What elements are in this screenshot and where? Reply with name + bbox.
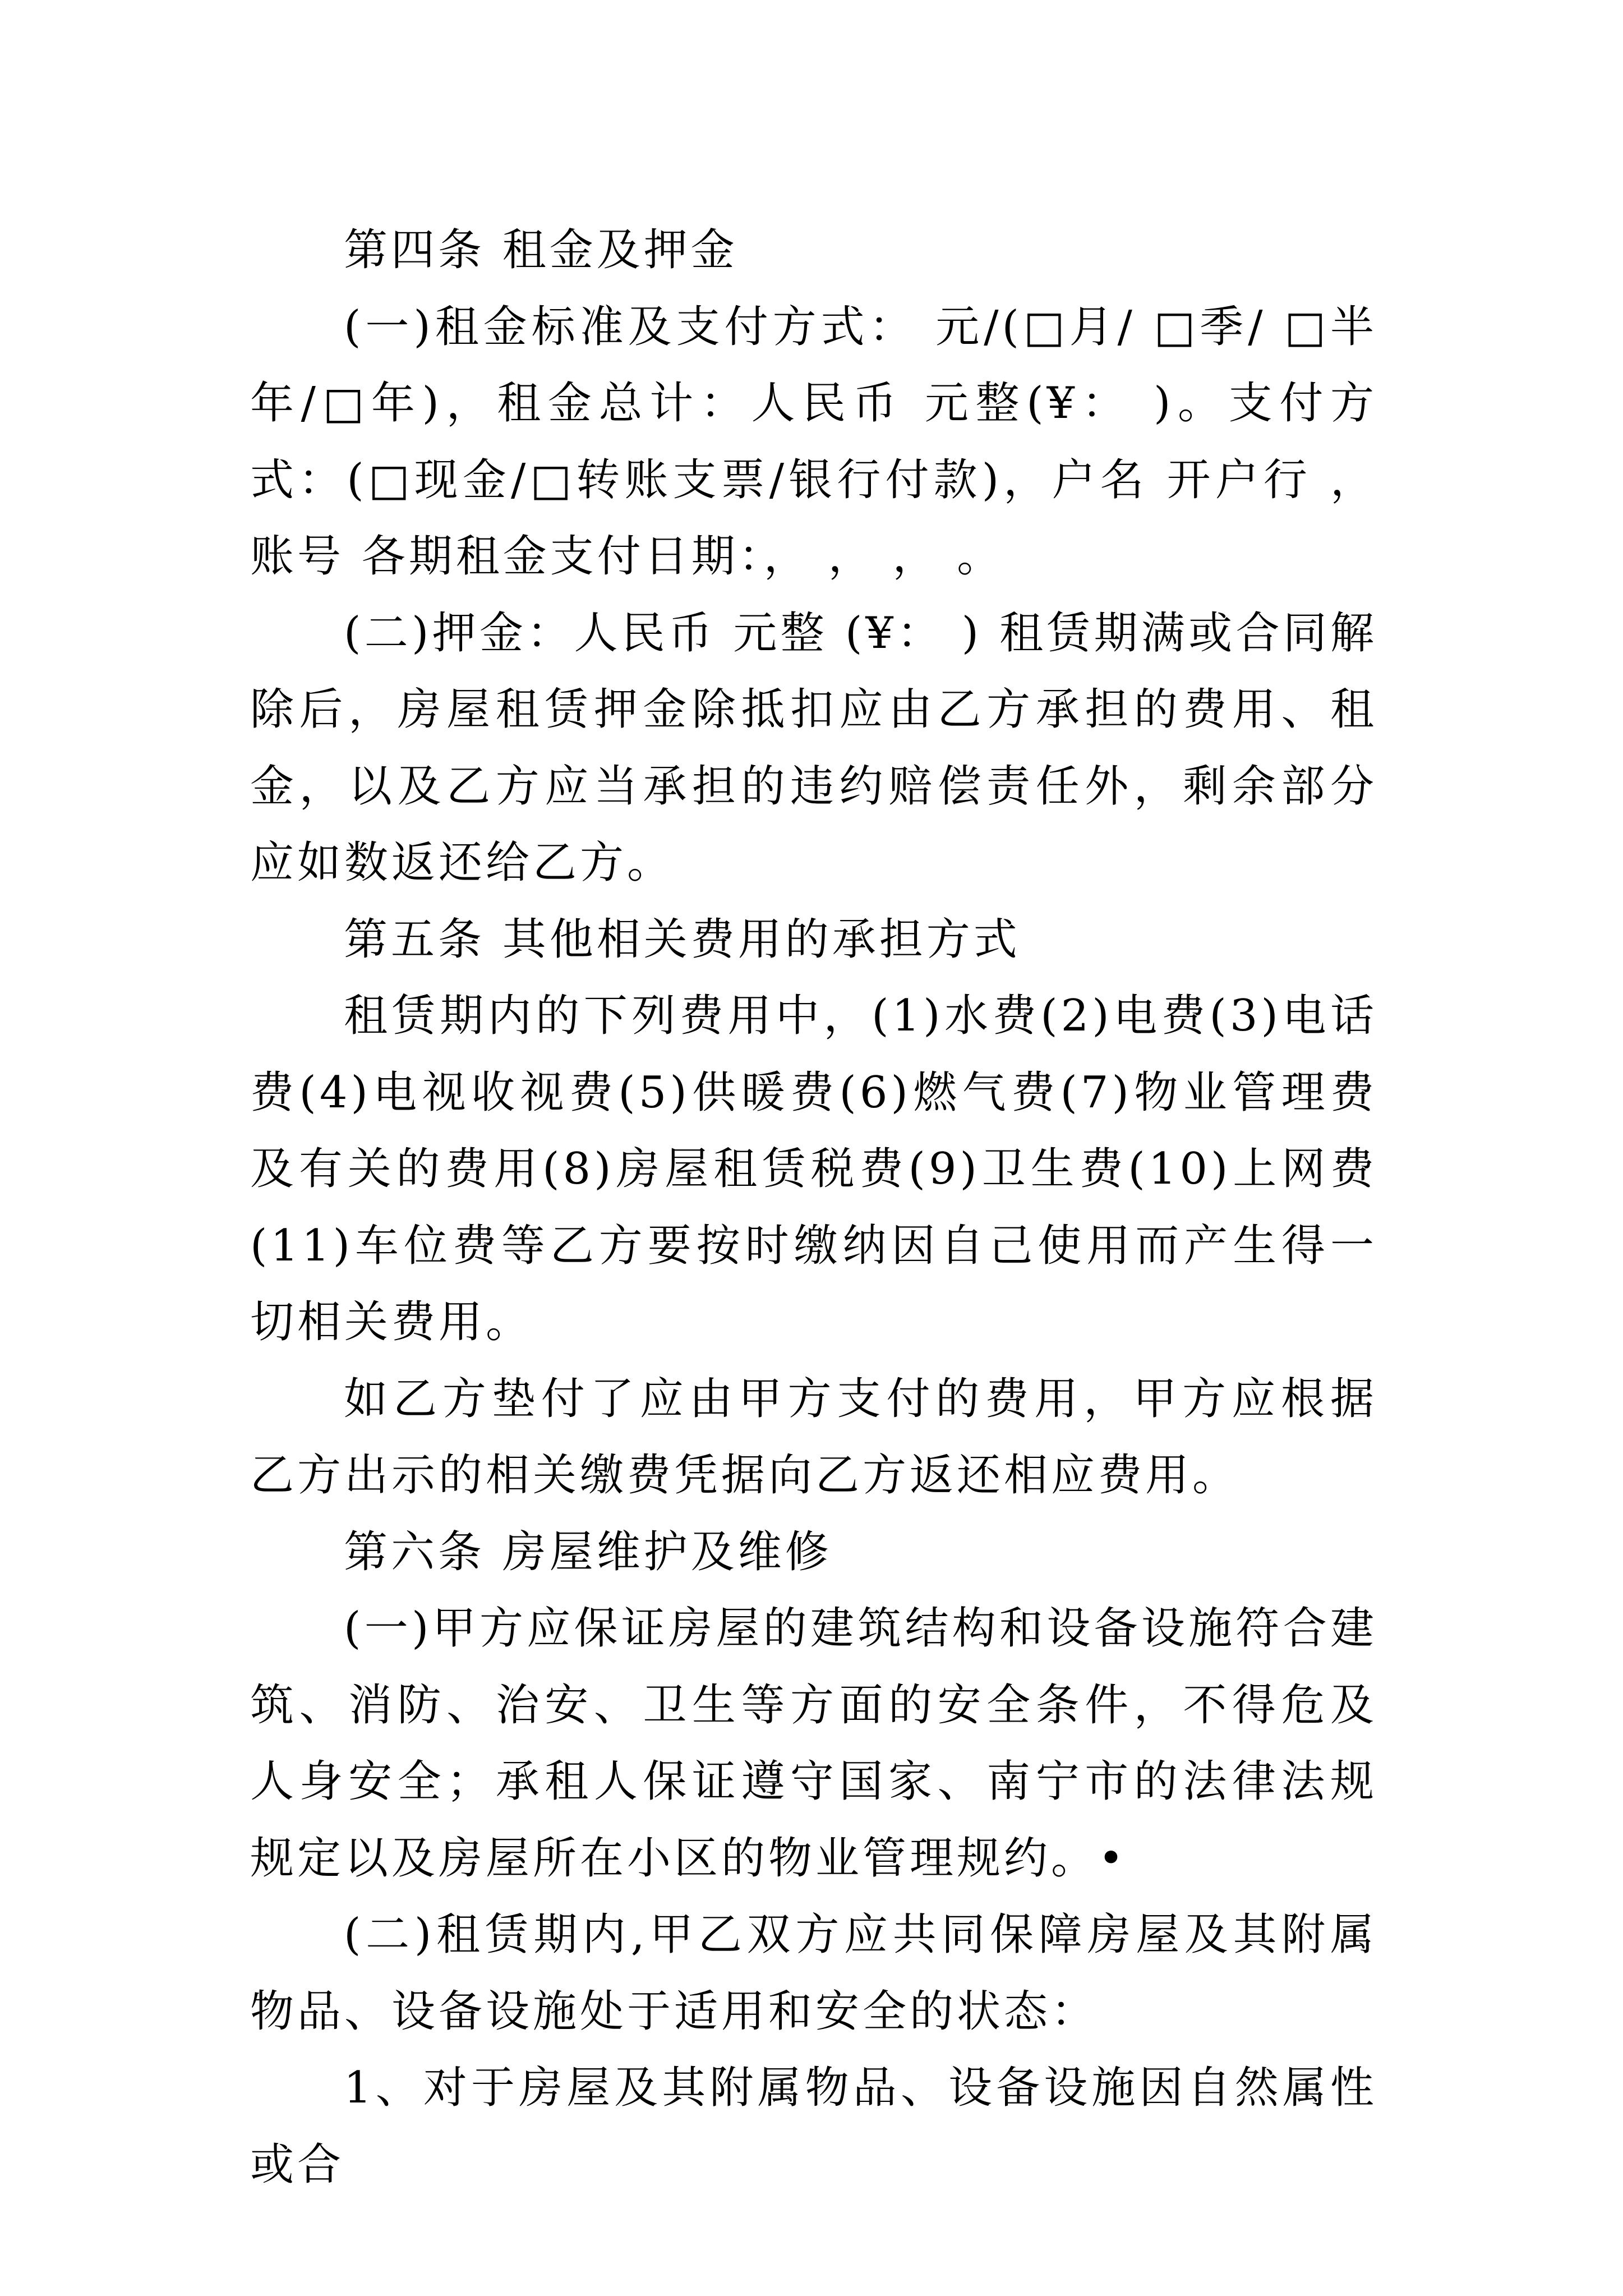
rent-payment-clause: (一)租金标准及支付方式： 元/(□月/ □季/ □半年/□年)，租金总计：人民币 元整(¥： )。支付方式：(□现金/□转账支票/银行付款)，户名 开户行 ，账号 各期租金支付日期：， ， ， 。 xyxy=(250,301,1377,582)
fees-list-clause: 租赁期内的下列费用中，(1)水费(2)电费(3)电话费(4)电视收视费(5)供暖费(6)燃气费(7)物业管理费及有关的费用(8)房屋租赁税费(9)卫生费(10)上网费(11)车位费等乙方要按时缴纳因自己使用而产生得一切相关费用。 xyxy=(250,991,1377,1347)
fee-reimbursement-clause: 如乙方垫付了应由甲方支付的费用，甲方应根据乙方出示的相关缴费凭据向乙方返还相应费用。 xyxy=(250,1373,1377,1501)
article-6-heading: 第六条 房屋维护及维修 xyxy=(344,1526,832,1577)
deposit-clause: (二)押金：人民币 元整 (¥： ) 租赁期满或合同解除后，房屋租赁押金除抵扣应由乙方承担的费用、租金，以及乙方应当承担的违约赔偿责任外，剩余部分应如数返还给乙方。 xyxy=(250,608,1377,888)
natural-wear-clause: 1、对于房屋及其附属物品、设备设施因自然属性或合 xyxy=(250,2063,1377,2190)
article-5-heading: 第五条 其他相关费用的承担方式 xyxy=(344,914,1021,965)
joint-maintenance-clause: (二)租赁期内,甲乙双方应共同保障房屋及其附属物品、设备设施处于适用和安全的状态： xyxy=(250,1910,1377,2037)
safety-conditions-clause: (一)甲方应保证房屋的建筑结构和设备设施符合建筑、消防、治安、卫生等方面的安全条件，不得危及人身安全；承租人保证遵守国家、南宁市的法律法规规定以及房屋所在小区的物业管理规约。• xyxy=(250,1603,1377,1884)
article-4-heading: 第四条 租金及押金 xyxy=(344,225,738,275)
contract-text-body xyxy=(250,212,1377,2203)
